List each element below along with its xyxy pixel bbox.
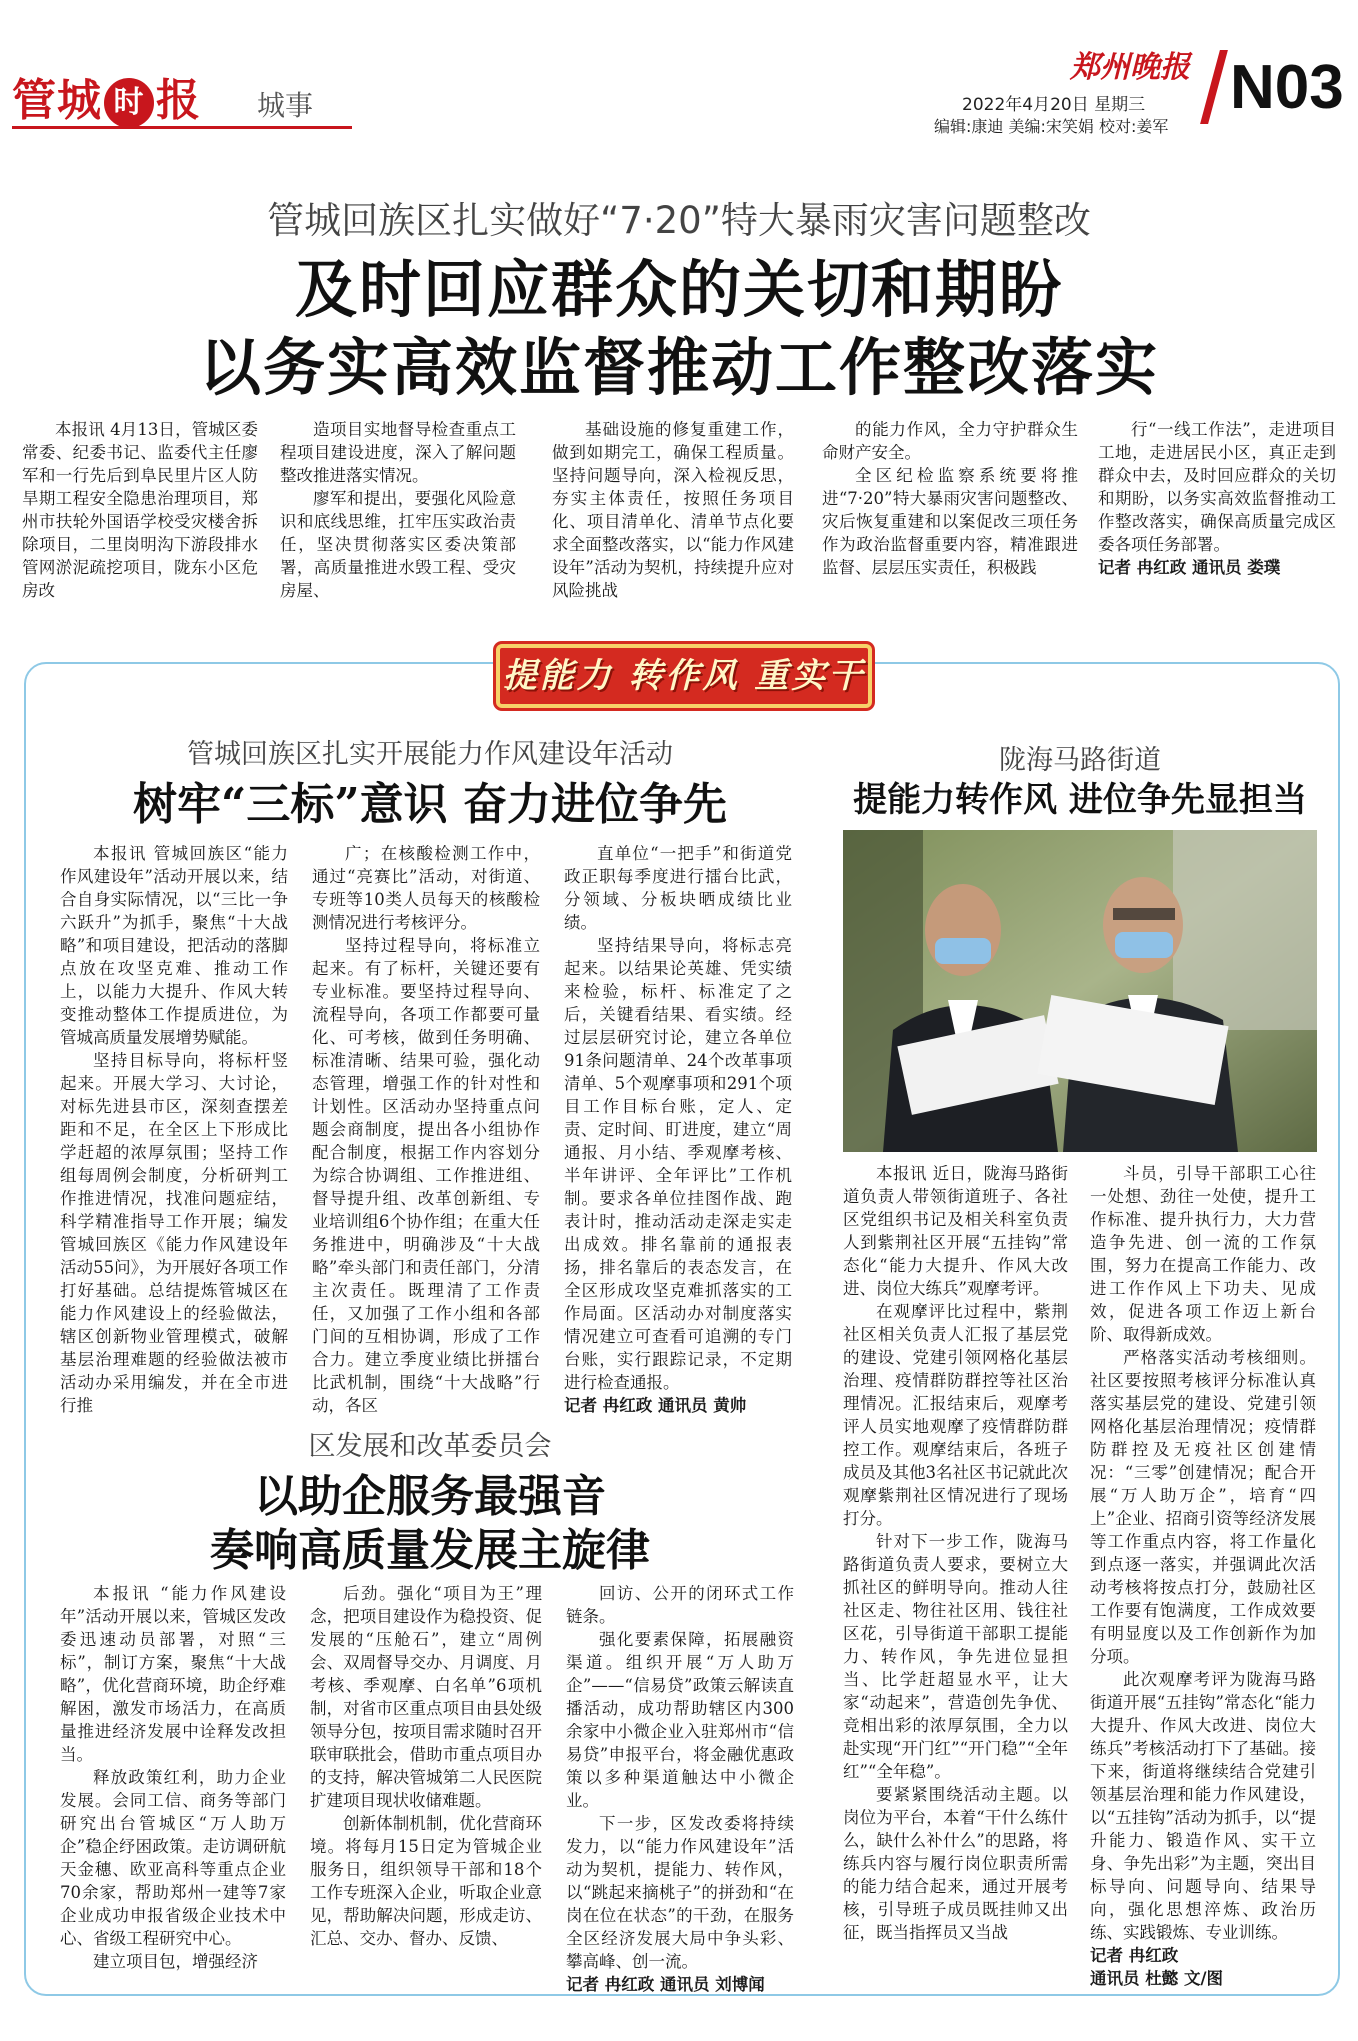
story-c-col-3 [566, 1582, 794, 1996]
story-c-headline-1: 以助企服务最强音 [254, 1471, 606, 1522]
top-story-kicker: 管城回族区扎实做好“7·20”特大暴雨灾害问题整改 [267, 199, 1091, 242]
section-label: 城事 [257, 89, 314, 122]
paragraph: 直单位“一把手”和街道党政正职每季度进行擂台比武，分领域、分板块晒成绩比业绩。 [564, 844, 792, 932]
paragraph: 廖军和提出，要强化风险意识和底线思维，扛牢压实政治责任，坚决贯彻落实区委决策部署，高质量推进水毁工程、受灾房屋、 [280, 489, 516, 600]
paragraph: 释放政策红利，助力企业发展。会同工信、商务等部门研究出台管城区“万人助万企”稳企纾困政策。走访调研航天金穗、欧亚高科等重点企业70余家，帮助郑州一建等7家企业成功申报省级企业技术中心、省级工程研究中心。 [60, 1768, 286, 1948]
paragraph: 斗员，引导干部职工心往一处想、劲往一处使，提升工作标准、提升执行力，大力营造争先进、创一流的工作氛围，努力在提高工作能力、改进工作作风上下功夫、见成效，促进各项工作迈上新台阶、取得新成效。 [1090, 1164, 1316, 1344]
story-c-col-2 [310, 1582, 542, 1950]
top-story-col-2 [280, 418, 516, 602]
top-story-col-3: 基础设施的修复重建工作，做到如期完工，确保工程质量。坚持问题导向，深入检视反思，夯实主体责任，按照任务项目化、项目清单化、清单节点化要求全面整改落实，以“能力作风建设年”活动为契机，持续提升应对风险挑战 [552, 420, 794, 600]
paragraph: 强化要素保障，拓展融资渠道。组织开展“万人助万企”——“信易贷”政策云解读直播活动，成功帮助辖区内300余家中小微企业入驻郑州市“信易贷”申报平台，将金融优惠政策以多种渠道触达中小微企业。 [566, 1630, 794, 1810]
story-c-kicker: 区发展和改革委员会 [308, 1431, 552, 1462]
brand-part-a: 管城 [12, 75, 102, 126]
header-red-rule [12, 126, 352, 129]
paragraph: 在观摩评比过程中，紫荆社区相关负责人汇报了基层党的建设、党建引领网格化基层治理、疫情群防群控等社区治理情况。汇报结束后，观摩考评人员实地观摩了疫情群防群控工作。观摩结束后，各班子成员及其他3名社区书记就此次观摩紫荆社区情况进行了现场打分。 [843, 1302, 1068, 1528]
paragraph: 建立项目包，增强经济 [93, 1952, 258, 1971]
paragraph: 全区纪检监察系统要将推进“7·20”特大暴雨灾害问题整改、灾后恢复重建和以案促改三项任务作为政治监督重要内容，精准跟进监督、层层压实责任，积极践 [822, 466, 1078, 577]
paragraph: 本报讯 管城回族区“能力作风建设年”活动开展以来，结合自身实际情况，以“三比一争六跃升”为抓手，聚焦“十大战略”和项目建设，把活动的落脚点放在攻坚克难、推动工作上，以能力大提升、作风大转变推动整体工作提质进位，为管城高质量发展增势赋能。 [60, 844, 288, 1047]
paragraph: 严格落实活动考核细则。社区要按照考核评分标准认真落实基层党的建设、党建引领网格化基层治理情况；疫情群防群控及无疫社区创建情况：“三零”创建情况；配合开展“万人助万企”，培育“四上”企业、招商引资等经济发展等工作重点内容，将工作量化到点逐一落实，并强调此次活动考核将按点打分，鼓励社区工作要有饱满度，工作成效要有明显度以及工作创新作为加分项。 [1090, 1348, 1316, 1666]
paragraph: 的能力作风，全力守护群众生命财产安全。 [822, 420, 1078, 462]
photo-two-officials-reading-documents [843, 830, 1317, 1152]
story-b-byline-1: 记者 冉红政 [1090, 1946, 1179, 1965]
paragraph: 回访、公开的闭环式工作链条。 [566, 1584, 794, 1626]
paper-name-logo: 郑州晚报 [1070, 50, 1190, 85]
paragraph: 后劲。强化“项目为王”理念，把项目建设作为稳投资、促发展的“压舱石”，建立“周例会、双周督导交办、月调度、月考核、季观摩、白名单”6项机制，对省市区重点项目由县处级领导分包，按项目需求随时召开联审联批会，借助市重点项目办的支持，解决管城第二人民医院扩建项目现状收储难题。 [310, 1584, 542, 1810]
story-a-col-3 [564, 842, 792, 1417]
masthead [12, 42, 1356, 136]
story-c-byline: 记者 冉红政 通讯员 刘博闻 [566, 1975, 765, 1994]
top-story-byline: 记者 冉红政 通讯员 娄璞 [1098, 558, 1281, 577]
story-b-kicker: 陇海马路街道 [999, 745, 1161, 776]
paragraph: 此次观摩考评为陇海马路街道开展“五挂钩”常态化“能力大提升、作风大改进、岗位大练兵”考核活动打下了基础。接下来，街道将继续结合党建引领基层治理和能力作风建设，以“五挂钩”活动为抓手，以“提升能力、锻造作风、实干立身、争先出彩”为主题，突出目标导向、问题导向、结果导向，强化思想淬炼、政治历练、实践锻炼、专业训练。 [1090, 1670, 1316, 1942]
story-a-byline: 记者 冉红政 通讯员 黄帅 [564, 1396, 747, 1415]
top-story-col-1: 本报讯 4月13日，管城区委常委、纪委书记、监委代主任廖军和一行先后到阜民里片区人防旱期工程安全隐患治理项目，郑州市扶轮外国语学校受灾楼舍拆除项目，二里岗明沟下游段排水管网淤泥疏挖项目，陇东小区危房改 [22, 420, 258, 600]
top-story-headline-1: 及时回应群众的关切和期盼 [294, 253, 1063, 326]
story-a-col-2 [312, 842, 540, 1417]
paragraph: 创新体制机制，优化营商环境。将每月15日定为管城企业服务日，组织领导干部和18个工作专班深入企业，听取企业意见，帮助解决问题，形成走访、汇总、交办、督办、反馈、 [310, 1814, 542, 1948]
story-c-headline-2: 奏响高质量发展主旋律 [210, 1525, 650, 1576]
story-a-headline: 树牢“三标”意识 奋力进位争先 [133, 779, 727, 830]
news-photo [843, 830, 1317, 1152]
page-number: N03 [1230, 53, 1344, 122]
top-story-headline-2: 以务实高效监督推动工作整改落实 [198, 331, 1159, 404]
story-a-col-1 [60, 842, 288, 1417]
paragraph: 坚持目标导向，将标杆竖起来。开展大学习、大讨论，对标先进县市区，深刻查摆差距和不足，在全区上下形成比学赶超的浓厚氛围；坚持工作组每周例会制度，分析研判工作推进情况，找准问题症结，科学精准指导工作开展；编发管城回族区《能力作风建设年活动55问》，为开展好各项工作打好基础。总结提炼管城区在能力作风建设上的经验做法，辖区创新物业管理模式，破解基层治理难题的经验做法被市活动办采用编发，并在全市进行推 [60, 1051, 288, 1415]
brand-badge: 时 [104, 78, 154, 128]
paragraph: 坚持结果导向，将标志亮起来。以结果论英雄、凭实绩来检验，标杆、标准定了之后，关键看结果、看实绩。经过层层研究讨论，建立各单位91条问题清单、24个改革事项清单、5个观摩事项和291个项目工作目标台账，定人、定责、定时间、盯进度，建立“周通报、月小结、季观摩考核、半年讲评、全年评比”工作机制。要求各单位挂图作战、跑表计时，推动活动走深走实走出成效。排名靠前的通报表扬，排名靠后的表态发言，在全区形成攻坚克难抓落实的工作局面。区活动办对制度落实情况建立可查看可追溯的专门台账，实行跟踪记录，不定期进行检查通报。 [564, 936, 792, 1392]
top-story-col-4 [822, 418, 1078, 579]
story-b-col-2 [1090, 1162, 1316, 1990]
story-a-kicker: 管城回族区扎实开展能力作风建设年活动 [187, 739, 673, 770]
issue-date: 2022年4月20日 星期三 [962, 95, 1146, 115]
paragraph: 要紧紧围绕活动主题。以岗位为平台，本着“干什么练什么，缺什么补什么”的思路，将练兵内容与履行岗位职责所需的能力结合起来，通过开展考核，引导班子成员既挂帅又出征，既当指挥员又当战 [843, 1785, 1068, 1942]
editor-credits: 编辑:康迪 美编:宋笑娟 校对:姜军 [934, 117, 1169, 136]
brand-part-b: 报 [156, 75, 201, 126]
theme-banner-text: 提能力 转作风 重实干 [502, 656, 866, 696]
story-b-col-1 [843, 1162, 1068, 1944]
story-b-headline: 提能力转作风 进位争先显担当 [853, 780, 1307, 820]
theme-banner [496, 644, 872, 708]
story-b-byline-2: 通讯员 杜懿 文/图 [1090, 1969, 1224, 1988]
page-slash-mark [1200, 50, 1228, 124]
paragraph: 坚持过程导向，将标准立起来。有了标杆，关键还要有专业标准。要坚持过程导向、流程导向，各项工作都要可量化、可考核，做到任务明确、标准清晰、结果可验，强化动态管理，增强工作的针对性和计划性。区活动办坚持重点问题会商制度，提出各小组协作配合制度，根据工作内容划分为综合协调组、工作推进组、督导提升组、改革创新组、专业培训组6个协作组；在重大任务推进中，明确涉及“十大战略”牵头部门和责任部门，分清主次责任。既理清了工作责任，又加强了工作小组和各部门间的互相协调，形成了工作合力。建立季度业绩比拼擂台比武机制，围绕“十大战略”行动，各区 [312, 936, 540, 1415]
story-c-col-1 [60, 1582, 286, 1973]
paragraph: 广；在核酸检测工作中，通过“亮赛比”活动，对街道、专班等10类人员每天的核酸检测情况进行考核评分。 [312, 844, 540, 932]
paragraph: 本报讯 “能力作风建设年”活动开展以来，管城区发改委迅速动员部署，对照“三标”，制订方案，聚焦“十大战略”，优化营商环境，助企纾难解困，激发市场活力，在高质量推进经济发展中诠释发改担当。 [60, 1584, 286, 1764]
paragraph: 造项目实地督导检查重点工程项目建设进度，深入了解问题整改推进落实情况。 [280, 420, 516, 485]
paragraph: 下一步，区发改委将持续发力，以“能力作风建设年”活动为契机，提能力、转作风，以“跳起来摘桃子”的拼劲和“在岗在位在状态”的干劲，在服务全区经济发展大局中争头彩、攀高峰、创一流。 [566, 1814, 794, 1971]
paragraph: 针对下一步工作，陇海马路街道负责人要求，要树立大抓社区的鲜明导向。推动人往社区走、物往社区用、钱往社区花，引导街道干部职工提能力、转作风，争先进位显担当、比学赶超显水平，让大家“动起来”，营造创先争优、竞相出彩的浓厚氛围，全力以赴实现“开门红”“开门稳”“全年红”“全年稳”。 [843, 1532, 1068, 1781]
section-brand [12, 64, 201, 128]
top-story-col-5: 行“一线工作法”，走进项目工地，走进居民小区，真正走到群众中去，及时回应群众的关切和期盼，以务实高效监督推动工作整改落实，确保高质量完成区委各项任务部署。 记者 冉红政 通讯员 娄璞 [1098, 420, 1336, 577]
paragraph: 本报讯 近日，陇海马路街道负责人带领街道班子、各社区党组织书记及相关科室负责人到紫荆社区开展“五挂钩”常态化“能力大提升、作风大改进、岗位大练兵”观摩考评。 [843, 1164, 1068, 1298]
